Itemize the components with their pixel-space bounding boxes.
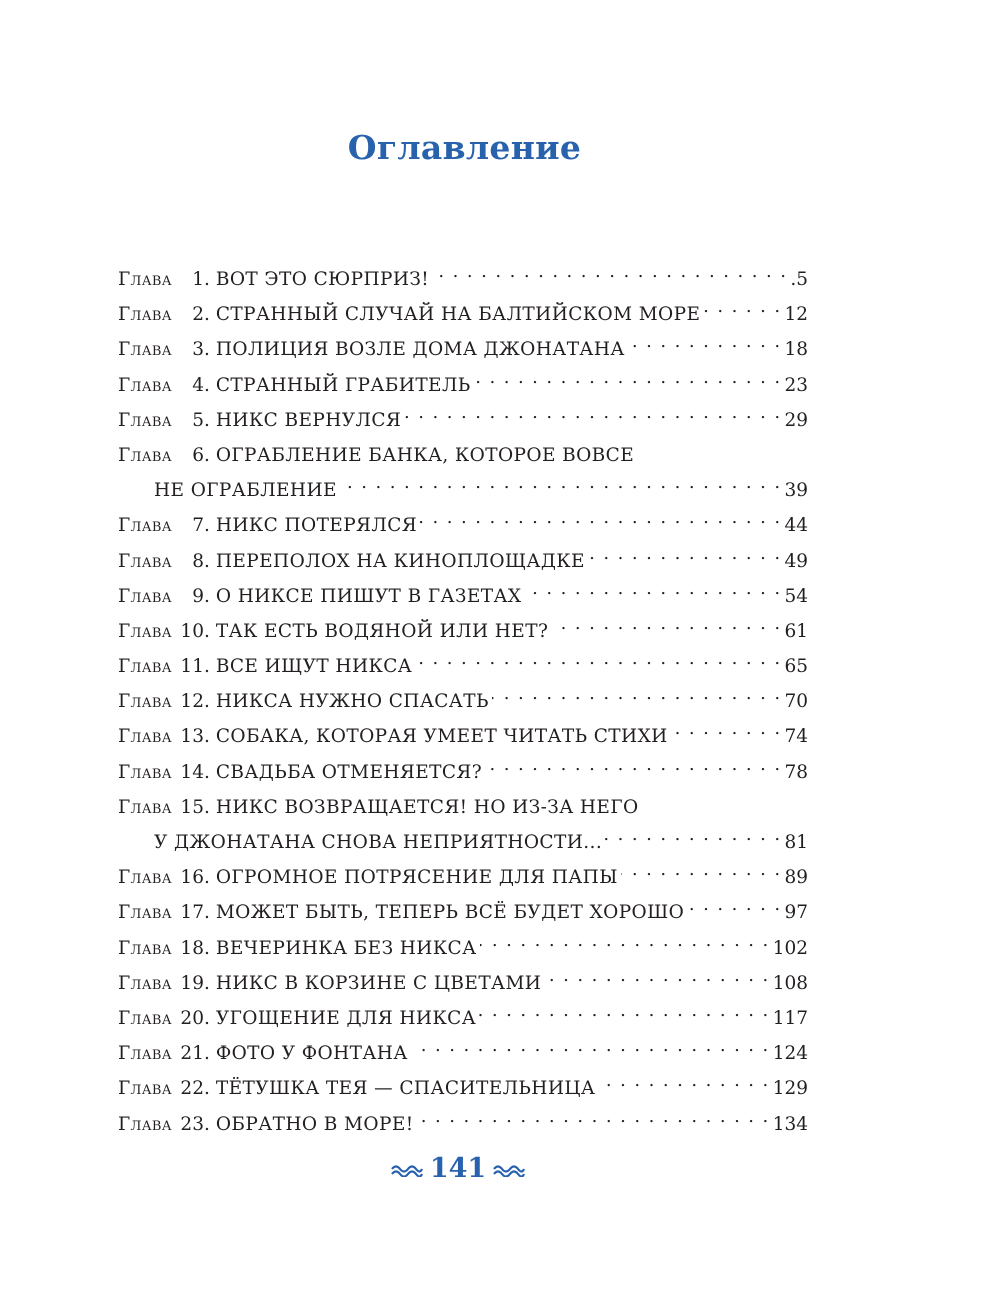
page-ref: 54	[784, 585, 808, 607]
dot-leader	[544, 971, 769, 989]
chapter-number: 5.	[192, 409, 210, 431]
chapter-prefix: Глава	[118, 269, 172, 290]
toc-entry[interactable]	[118, 262, 808, 297]
chapter-number: 13.	[180, 726, 210, 748]
page-ref: .5	[790, 269, 808, 290]
page-ref: 97	[784, 902, 808, 924]
chapter-title: НИКС ПОТЕРЯЛСЯ	[215, 515, 418, 537]
chapter-number: 10.	[180, 620, 210, 642]
chapter-prefix: Глава	[118, 304, 172, 326]
page-ref: 65	[784, 656, 808, 678]
chapter-title: НИКС В КОРЗИНЕ С ЦВЕТАМИ	[215, 972, 542, 994]
chapter-number: 18.	[180, 937, 210, 959]
toc-entry[interactable]	[118, 684, 808, 719]
chapter-prefix: Глава	[118, 656, 172, 678]
chapter-title: СОБАКА, КОТОРАЯ УМЕЕТ ЧИТАТЬ СТИХИ	[215, 726, 668, 748]
chapter-title: СВАДЬБА ОТМЕНЯЕТСЯ?	[215, 761, 483, 783]
toc-entry[interactable]	[118, 614, 808, 649]
dot-leader	[551, 619, 781, 637]
chapter-prefix: Глава	[118, 1007, 172, 1029]
toc-entry[interactable]	[118, 1001, 808, 1036]
chapter-prefix: Глава	[118, 374, 172, 396]
chapter-prefix: Глава	[118, 726, 172, 748]
chapter-title: ТАК ЕСТЬ ВОДЯНОЙ ИЛИ НЕТ?	[215, 620, 549, 642]
chapter-prefix: Глава	[118, 902, 172, 924]
dot-leader	[432, 267, 787, 285]
toc-entry[interactable]	[118, 719, 808, 754]
chapter-prefix: Глава	[118, 444, 172, 466]
chapter-title: ВОТ ЭТО СЮРПРИЗ!	[215, 269, 430, 290]
toc-entry[interactable]	[118, 860, 808, 895]
toc-entry[interactable]	[118, 368, 808, 403]
chapter-title: НЕ ОГРАБЛЕНИЕ	[154, 480, 337, 502]
chapter-prefix: Глава	[118, 691, 172, 713]
chapter-prefix: Глава	[118, 937, 172, 959]
dot-leader	[340, 478, 782, 496]
chapter-number: 2.	[192, 304, 210, 326]
toc-entry[interactable]	[118, 297, 808, 332]
dot-leader	[687, 900, 781, 918]
toc-entry[interactable]	[118, 1107, 808, 1142]
page-ref: 129	[772, 1078, 808, 1100]
chapter-number: 17.	[180, 902, 210, 924]
chapter-number: 8.	[192, 550, 210, 572]
page-ref: 29	[784, 409, 808, 431]
chapter-number: 1.	[192, 269, 210, 290]
toc-entry[interactable]	[118, 403, 808, 438]
page-ref: 61	[784, 620, 808, 642]
toc-entry[interactable]	[118, 966, 808, 1001]
dot-leader	[671, 724, 782, 742]
chapter-prefix: Глава	[118, 409, 172, 431]
dot-leader	[628, 337, 782, 355]
toc-entry[interactable]	[118, 755, 808, 790]
page-ref: 78	[784, 761, 808, 783]
chapter-number: 3.	[192, 339, 210, 361]
chapter-title: НИКС ВЕРНУЛСЯ	[215, 409, 402, 431]
page-ref: 124	[772, 1043, 808, 1065]
chapter-title: СТРАННЫЙ ГРАБИТЕЛЬ	[215, 374, 471, 396]
chapter-prefix: Глава	[118, 585, 172, 607]
dot-leader	[621, 865, 782, 883]
chapter-number: 14.	[180, 761, 210, 783]
chapter-prefix: Глава	[118, 550, 172, 572]
dot-leader	[703, 302, 781, 320]
page-ref: 117	[772, 1007, 808, 1029]
toc-entry[interactable]	[118, 931, 808, 966]
chapter-prefix: Глава	[118, 1078, 172, 1100]
dot-leader	[524, 584, 781, 602]
chapter-number: 11.	[180, 656, 210, 678]
chapter-number: 22.	[180, 1078, 210, 1100]
chapter-number: 20.	[180, 1007, 210, 1029]
toc-entry[interactable]	[118, 332, 808, 367]
page-number: 141	[429, 1153, 487, 1184]
chapter-number: 12.	[180, 691, 210, 713]
chapter-number: 6.	[192, 444, 210, 466]
chapter-title: ОБРАТНО В МОРЕ!	[215, 1113, 414, 1135]
chapter-prefix: Глава	[118, 972, 172, 994]
toc-entry[interactable]	[118, 649, 808, 684]
chapter-title: У ДЖОНАТАНА СНОВА НЕПРИЯТНОСТИ...	[154, 832, 603, 853]
chapter-title: ВЕЧЕРИНКА БЕЗ НИКСА	[215, 937, 477, 959]
chapter-prefix: Глава	[118, 515, 172, 537]
chapter-prefix: Глава	[118, 761, 172, 783]
toc-entry[interactable]	[118, 1071, 808, 1106]
chapter-prefix: Глава	[118, 620, 172, 642]
chapter-number: 9.	[192, 585, 210, 607]
toc-entry[interactable]	[118, 790, 808, 860]
dot-leader	[598, 1076, 769, 1094]
toc-entry[interactable]	[118, 438, 808, 508]
chapter-title: ОГРОМНОЕ ПОТРЯСЕНИЕ ДЛЯ ПАПЫ	[215, 867, 618, 889]
dot-leader	[605, 830, 781, 848]
toc-entry[interactable]	[118, 544, 808, 579]
page-ref: 70	[784, 691, 808, 713]
chapter-title: НИКСА НУЖНО СПАСАТЬ	[215, 691, 489, 713]
dot-leader	[474, 373, 782, 391]
page-title: Оглавление	[347, 128, 582, 167]
chapter-number: 7.	[192, 515, 210, 537]
dot-leader	[492, 689, 782, 707]
table-of-contents	[118, 262, 808, 1142]
wave-ornament-right-icon	[492, 1163, 526, 1177]
page-ref: 134	[772, 1113, 808, 1135]
toc-entry[interactable]	[118, 508, 808, 543]
page-ref: 102	[772, 937, 808, 959]
dot-leader	[411, 1041, 770, 1059]
chapter-prefix: Глава	[118, 796, 172, 818]
wave-ornament-left-icon	[390, 1163, 424, 1177]
chapter-number: 16.	[180, 867, 210, 889]
chapter-number: 23.	[180, 1113, 210, 1135]
page-ref: 108	[772, 972, 808, 994]
toc-entry[interactable]	[118, 1036, 808, 1071]
page-ref: 44	[784, 515, 808, 537]
dot-leader	[415, 654, 781, 672]
chapter-number: 15.	[180, 796, 210, 818]
chapter-prefix: Глава	[118, 339, 172, 361]
chapter-title: ОГРАБЛЕНИЕ БАНКА, КОТОРОЕ ВОВСЕ	[215, 444, 635, 466]
dot-leader	[480, 936, 770, 954]
chapter-title: СТРАННЫЙ СЛУЧАЙ НА БАЛТИЙСКОМ МОРЕ	[215, 304, 701, 326]
page-ref: 81	[784, 832, 808, 853]
page-ref: 49	[784, 550, 808, 572]
chapter-title: УГОЩЕНИЕ ДЛЯ НИКСА	[215, 1007, 477, 1029]
dot-leader	[479, 1006, 770, 1024]
toc-entry[interactable]	[118, 895, 808, 930]
page-footer	[0, 1153, 916, 1184]
chapter-title: ФОТО У ФОНТАНА	[215, 1043, 408, 1065]
chapter-number: 19.	[180, 972, 210, 994]
chapter-title: ПЕРЕПОЛОХ НА КИНОПЛОЩАДКЕ	[215, 550, 585, 572]
dot-leader	[417, 1112, 770, 1130]
chapter-number: 21.	[180, 1043, 210, 1065]
chapter-title: НИКС ВОЗВРАЩАЕТСЯ! НО ИЗ-ЗА НЕГО	[215, 796, 639, 818]
chapter-title: МОЖЕТ БЫТЬ, ТЕПЕРЬ ВСЁ БУДЕТ ХОРОШО	[215, 902, 685, 924]
page-ref: 74	[784, 726, 808, 748]
chapter-title: ПОЛИЦИЯ ВОЗЛЕ ДОМА ДЖОНАТАНА	[215, 339, 625, 361]
page-ref: 23	[784, 374, 808, 396]
page-ref: 18	[784, 339, 808, 361]
page-ref: 12	[784, 304, 808, 326]
chapter-prefix: Глава	[118, 867, 172, 889]
chapter-prefix: Глава	[118, 1113, 172, 1135]
dot-leader	[404, 408, 781, 426]
page-ref: 89	[784, 867, 808, 889]
page-ref: 39	[784, 480, 808, 502]
dot-leader	[588, 549, 782, 567]
chapter-title: О НИКСЕ ПИШУТ В ГАЗЕТАХ	[215, 585, 522, 607]
chapter-title: ТЁТУШКА ТЕЯ — СПАСИТЕЛЬНИЦА	[215, 1078, 596, 1100]
chapter-prefix: Глава	[118, 1043, 172, 1065]
chapter-title: ВСЕ ИЩУТ НИКСА	[215, 656, 413, 678]
dot-leader	[420, 513, 781, 531]
dot-leader	[485, 760, 781, 778]
toc-entry[interactable]	[118, 579, 808, 614]
chapter-number: 4.	[192, 374, 210, 396]
